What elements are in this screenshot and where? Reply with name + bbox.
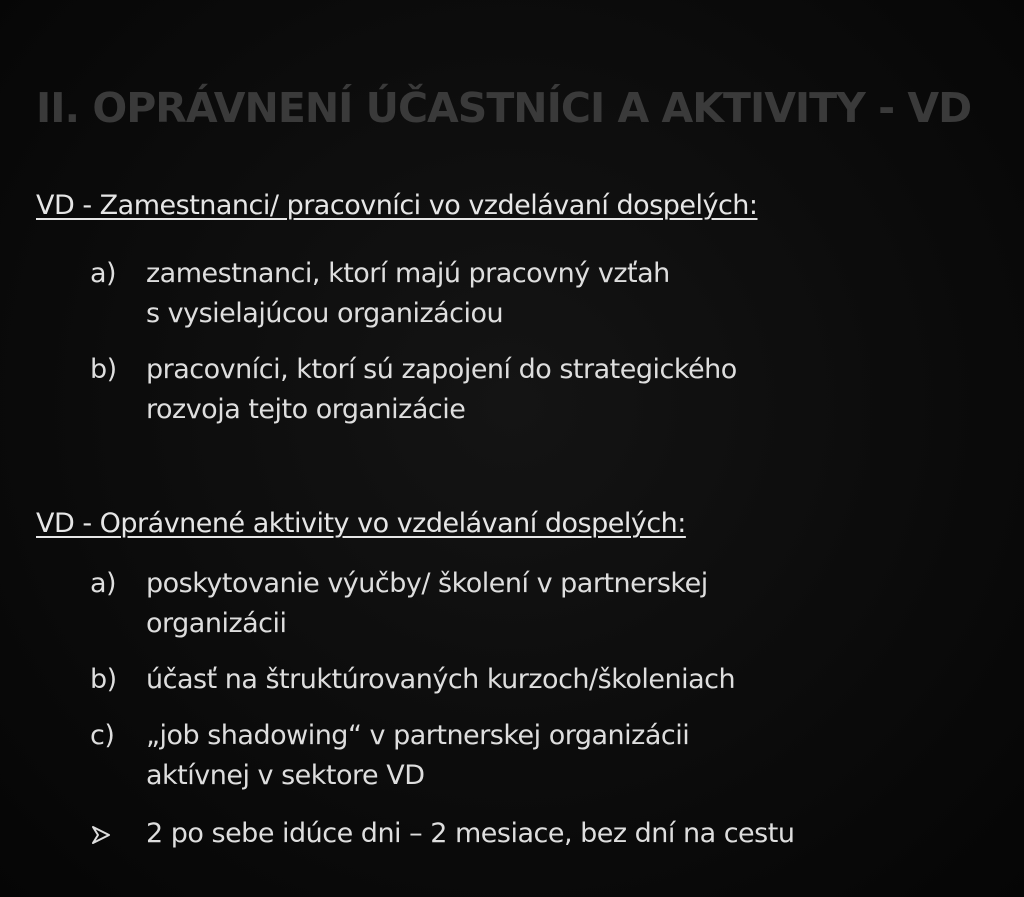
list-item-line: poskytovanie výučby/ školení v partnerskej [146, 568, 708, 599]
list-item-line: pracovníci, ktorí sú zapojení do strategického [146, 354, 737, 385]
list-marker: c) [90, 720, 115, 751]
list-item-line: rozvoja tejto organizácie [146, 394, 466, 425]
section-heading-participants: VD - Zamestnanci/ pracovníci vo vzdelávaní dospelých: [36, 190, 758, 221]
list-item-line: zamestnanci, ktorí majú pracovný vzťah [146, 258, 670, 289]
list-item [90, 660, 735, 700]
list-item-line: s vysielajúcou organizáciou [146, 298, 504, 329]
list-item-line: organizácii [146, 608, 287, 639]
list-marker: b) [90, 664, 117, 695]
list-marker: a) [90, 568, 117, 599]
page-title: II. OPRÁVNENÍ ÚČASTNÍCI A AKTIVITY - VD [36, 84, 972, 132]
list-item-line: „job shadowing“ v partnerskej organizácii [146, 720, 690, 751]
note-text: 2 po sebe idúce dni – 2 mesiace, bez dní na cestu [146, 818, 795, 849]
list-item [90, 564, 708, 644]
section-heading-activities: VD - Oprávnené aktivity vo vzdelávaní dospelých: [36, 508, 686, 539]
arrow-bullet-icon [90, 824, 112, 846]
list-item [90, 350, 737, 430]
list-marker: b) [90, 354, 117, 385]
list-item-line: aktívnej v sektore VD [146, 760, 425, 791]
list-marker: a) [90, 258, 117, 289]
list-item [90, 254, 670, 334]
list-item-line: účasť na štruktúrovaných kurzoch/školeniach [146, 664, 736, 695]
list-item [90, 716, 689, 796]
note-item [90, 814, 794, 854]
